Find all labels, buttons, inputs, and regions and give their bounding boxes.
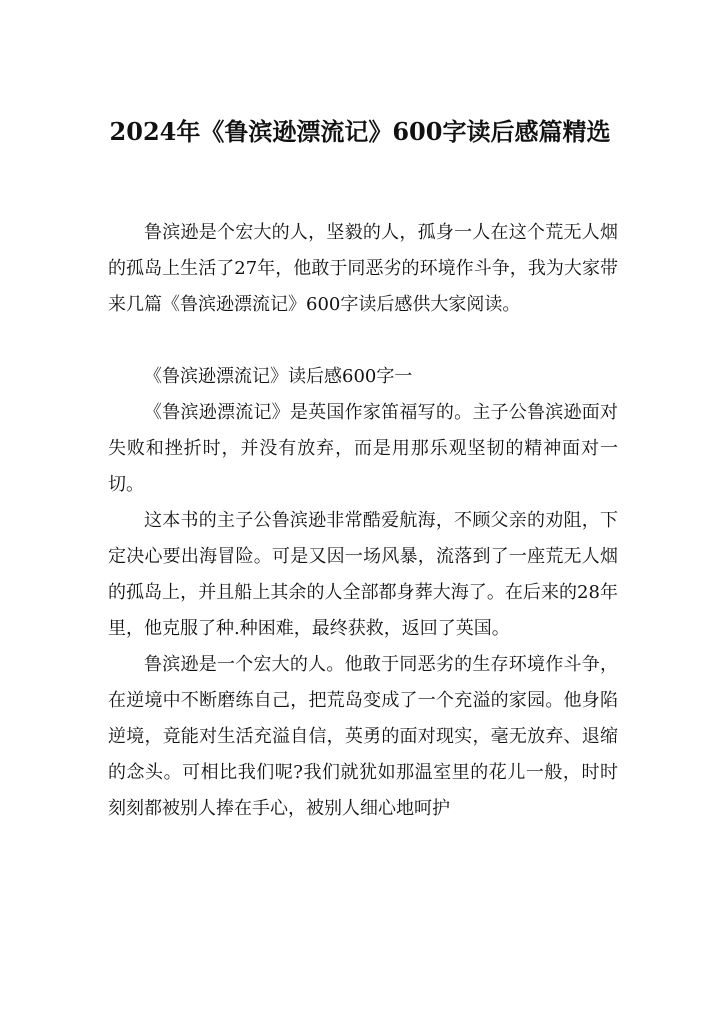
intro-paragraph: 鲁滨逊是个宏大的人，坚毅的人，孤身一人在这个荒无人烟的孤岛上生活了27年，他敢于同恶劣的环境作斗争，我为大家带来几篇《鲁滨逊漂流记》600字读后感供大家阅读。 <box>108 222 618 315</box>
paragraph-spacer <box>108 323 618 359</box>
document-body <box>108 215 618 827</box>
section-heading: 《鲁滨逊漂流记》读后感600字一 <box>144 366 413 387</box>
body-paragraph-2: 这本书的主子公鲁滨逊非常酷爱航海，不顾父亲的劝阻，下定决心要出海冒险。可是又因一场风暴，流落到了一座荒无人烟的孤岛上，并且船上其余的人全部都身葬大海了。在后来的28年里，他克服了种.种困难，最终获救，返回了英国。 <box>108 510 618 639</box>
body-paragraph-3: 鲁滨逊是一个宏大的人。他敢于同恶劣的生存环境作斗争，在逆境中不断磨练自己，把荒岛变成了一个充溢的家园。他身陷逆境，竟能对生活充溢自信，英勇的面对现实，毫无放弃、退缩的念头。可相比我们呢?我们就犹如那温室里的花儿一般，时时刻刻都被别人捧在手心，被别人细心地呵护 <box>108 654 618 819</box>
body-paragraph-1: 《鲁滨逊漂流记》是英国作家笛福写的。主子公鲁滨逊面对失败和挫折时，并没有放弃，而是用那乐观坚韧的精神面对一切。 <box>108 402 618 495</box>
document-title: 2024年《鲁滨逊漂流记》600字读后感篇精选 <box>109 117 611 146</box>
